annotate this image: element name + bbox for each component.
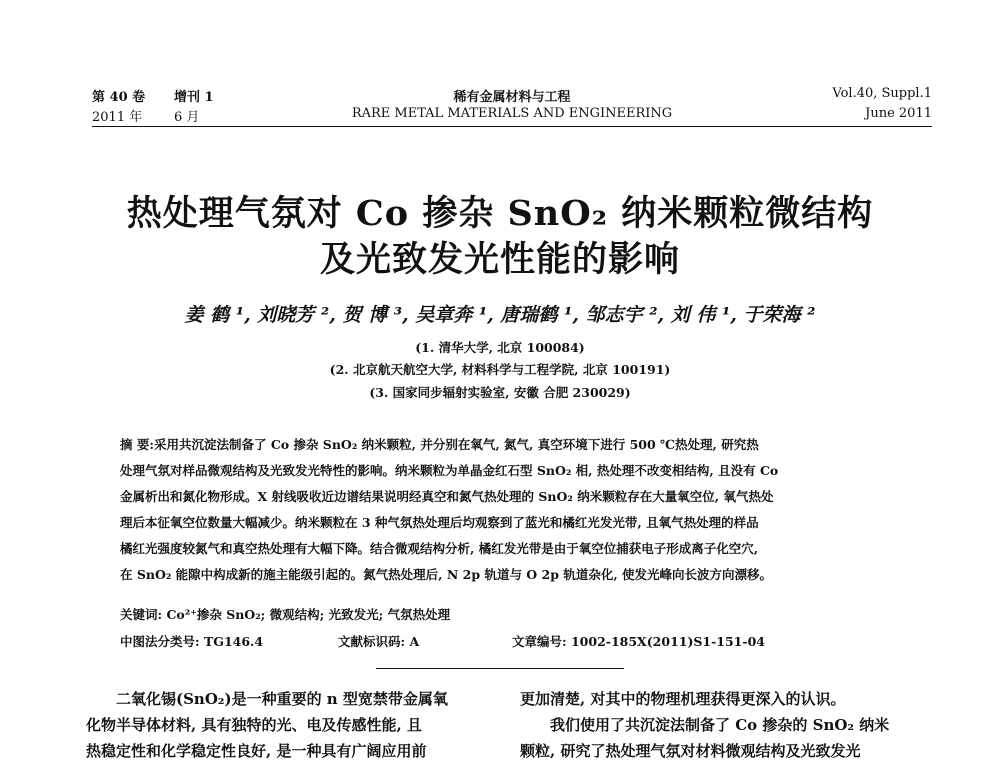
affiliation-1: (1. 清华大学, 北京 100084)	[415, 340, 585, 355]
abstract-label: 摘 要:	[120, 437, 154, 452]
affiliation-3: (3. 国家同步辐射实验室, 安徽 合肥 230029)	[369, 385, 631, 400]
body-right-line-2: 我们使用了共沉淀法制备了 Co 掺杂的 SnO₂ 纳米	[550, 716, 890, 734]
year-cn: 2011 年	[92, 110, 143, 125]
body-column-right	[520, 686, 935, 764]
keywords-label: 关键词:	[120, 607, 163, 622]
clc-number	[120, 632, 263, 650]
body-column-left	[86, 686, 496, 764]
clc-label: 中图法分类号:	[120, 634, 200, 649]
section-separator	[376, 668, 624, 669]
header-rule	[92, 126, 932, 127]
date-en: June 2011	[865, 106, 932, 121]
body-left-line-2: 化物半导体材料, 具有独特的光、电及传感性能, 且	[86, 716, 422, 734]
header-row-2	[92, 106, 932, 126]
body-right-line-3: 颗粒, 研究了热处理气氛对材料微观结构及光致发光	[520, 742, 861, 760]
affiliation-2: (2. 北京航天航空大学, 材料科学与工程学院, 北京 100191)	[329, 362, 671, 377]
abstract-line-6: 在 SnO₂ 能隙中构成新的施主能级引起的。氮气热处理后, N 2p 轨道与 O 2p 轨道杂化, 使发光峰向长波方向漂移。	[120, 567, 773, 582]
volume-en: Vol.40, Suppl.1	[832, 86, 932, 101]
journal-name-cn: 稀有金属材料与工程	[453, 90, 571, 105]
abstract-line-5: 橘红光强度较氮气和真空热处理有大幅下降。结合微观结构分析, 橘红发光带是由于氧空位捕获电子形成离子化空穴,	[120, 541, 759, 556]
body-right-line-1: 更加清楚, 对其中的物理机理获得更深入的认识。	[520, 690, 846, 708]
keywords-text: Co²⁺掺杂 SnO₂; 微观结构; 光致发光; 气氛热处理	[166, 607, 451, 622]
journal-name-en: RARE METAL MATERIALS AND ENGINEERING	[351, 106, 673, 121]
abstract-line-3: 金属析出和氮化物形成。X 射线吸收近边谱结果说明经真空和氮气热处理的 SnO₂ 纳米颗粒存在大量氧空位, 氧气热处	[120, 489, 774, 504]
abstract	[120, 432, 890, 588]
doc-code-label: 文献标识码:	[338, 634, 406, 649]
article-number-label: 文章编号:	[512, 634, 567, 649]
issue-cn: 增刊 1	[174, 90, 214, 105]
keywords	[120, 605, 450, 623]
abstract-line-1: 采用共沉淀法制备了 Co 掺杂 SnO₂ 纳米颗粒, 并分别在氧气, 氮气, 真空环境下进行 500 ℃热处理, 研究热	[153, 437, 759, 452]
running-header	[92, 86, 932, 128]
article-number	[512, 632, 765, 650]
clc-value: TG146.4	[203, 634, 264, 649]
article-number-value: 1002-185X(2011)S1-151-04	[570, 634, 765, 649]
document-code	[338, 632, 419, 650]
abstract-line-4: 理后本征氧空位数量大幅减少。纳米颗粒在 3 种气氛热处理后均观察到了蓝光和橘红光发光带, 且氧气热处理的样品	[120, 515, 759, 530]
volume-cn: 第 40 卷	[92, 90, 146, 105]
body-left-line-1: 二氧化锡(SnO₂)是一种重要的 n 型宽禁带金属氧	[116, 690, 448, 708]
body-left-line-3: 热稳定性和化学稳定性良好, 是一种具有广阔应用前	[86, 742, 427, 760]
author-list: 姜 鹤 ¹, 刘晓芳 ², 贺 博 ³, 吴章奔 ¹, 唐瑞鹤 ¹, 邹志宇 ², 刘 伟 ¹, 于荣海 ²	[184, 304, 816, 326]
abstract-line	[120, 432, 890, 458]
doc-code-value: A	[409, 634, 420, 649]
paper-title-line-1: 热处理气氛对 Co 掺杂 SnO₂ 纳米颗粒微结构	[126, 193, 874, 234]
month-cn: 6 月	[174, 110, 200, 125]
header-row-1	[92, 86, 932, 106]
paper-title-line-2: 及光致发光性能的影响	[319, 239, 680, 280]
abstract-line-2: 处理气氛对样品微观结构及光致发光特性的影响。纳米颗粒为单晶金红石型 SnO₂ 相, 热处理不改变相结构, 且没有 Co	[120, 463, 779, 478]
